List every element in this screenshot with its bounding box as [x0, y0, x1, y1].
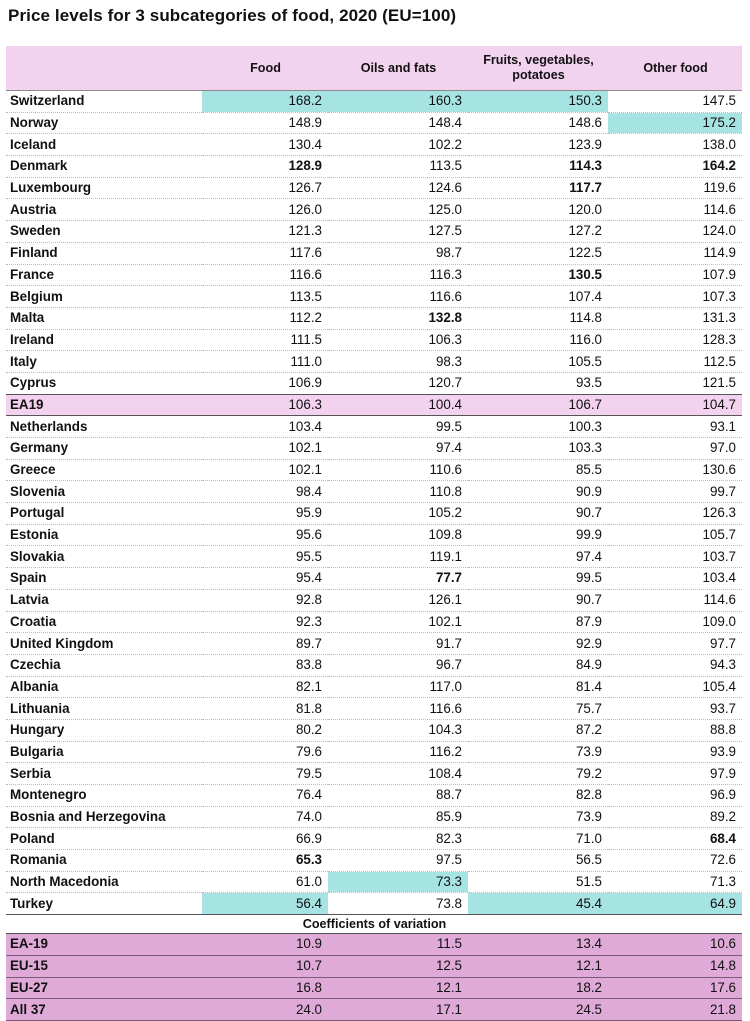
country-name: Sweden	[6, 221, 202, 243]
value-cell: 123.9	[468, 134, 608, 156]
cv-value-cell: 10.9	[202, 934, 328, 956]
value-cell: 92.8	[202, 589, 328, 611]
country-name: Finland	[6, 242, 202, 264]
value-cell: 45.4	[468, 893, 608, 915]
country-name: Turkey	[6, 893, 202, 915]
value-cell: 111.5	[202, 329, 328, 351]
value-cell: 97.4	[328, 438, 468, 460]
value-cell: 105.2	[328, 503, 468, 525]
value-cell: 94.3	[608, 654, 742, 676]
value-cell: 114.8	[468, 307, 608, 329]
table-row	[6, 199, 742, 221]
value-cell: 81.4	[468, 676, 608, 698]
value-cell: 72.6	[608, 850, 742, 872]
table-row	[6, 654, 742, 676]
table-row	[6, 785, 742, 807]
table-row	[6, 351, 742, 373]
value-cell: 110.6	[328, 459, 468, 481]
country-name: Ireland	[6, 329, 202, 351]
value-cell: 81.8	[202, 698, 328, 720]
value-cell: 98.4	[202, 481, 328, 503]
value-cell: 132.8	[328, 307, 468, 329]
value-cell: 148.4	[328, 112, 468, 134]
cv-value-cell: 14.8	[608, 955, 742, 977]
value-cell: 84.9	[468, 654, 608, 676]
value-cell: 105.4	[608, 676, 742, 698]
value-cell: 106.3	[202, 394, 328, 416]
table-row	[6, 719, 742, 741]
value-cell: 80.2	[202, 719, 328, 741]
cv-value-cell: 24.5	[468, 999, 608, 1021]
table-row	[6, 264, 742, 286]
ea19-row	[6, 394, 742, 416]
value-cell: 122.5	[468, 242, 608, 264]
value-cell: 114.9	[608, 242, 742, 264]
value-cell: 88.8	[608, 719, 742, 741]
value-cell: 109.8	[328, 524, 468, 546]
value-cell: 99.9	[468, 524, 608, 546]
value-cell: 107.3	[608, 286, 742, 308]
value-cell: 107.9	[608, 264, 742, 286]
value-cell: 107.4	[468, 286, 608, 308]
column-header-other-food: Other food	[608, 46, 742, 91]
value-cell: 93.7	[608, 698, 742, 720]
cv-value-cell: 18.2	[468, 977, 608, 999]
country-name: Poland	[6, 828, 202, 850]
table-row	[6, 438, 742, 460]
country-name: Latvia	[6, 589, 202, 611]
cv-value-cell: 24.0	[202, 999, 328, 1021]
value-cell: 104.3	[328, 719, 468, 741]
value-cell: 102.1	[202, 438, 328, 460]
value-cell: 108.4	[328, 763, 468, 785]
value-cell: 100.3	[468, 416, 608, 438]
value-cell: 114.6	[608, 589, 742, 611]
value-cell: 164.2	[608, 156, 742, 178]
value-cell: 148.6	[468, 112, 608, 134]
country-name: Slovakia	[6, 546, 202, 568]
table-row	[6, 481, 742, 503]
value-cell: 79.6	[202, 741, 328, 763]
country-name: Serbia	[6, 763, 202, 785]
value-cell: 124.0	[608, 221, 742, 243]
value-cell: 130.6	[608, 459, 742, 481]
price-level-table	[6, 46, 742, 1021]
country-name: Hungary	[6, 719, 202, 741]
table-row	[6, 112, 742, 134]
value-cell: 88.7	[328, 785, 468, 807]
table-row	[6, 134, 742, 156]
country-name: Romania	[6, 850, 202, 872]
table-row	[6, 589, 742, 611]
value-cell: 102.1	[202, 459, 328, 481]
value-cell: 92.9	[468, 633, 608, 655]
value-cell: 148.9	[202, 112, 328, 134]
value-cell: 160.3	[328, 91, 468, 113]
cv-value-cell: 17.6	[608, 977, 742, 999]
value-cell: 74.0	[202, 806, 328, 828]
value-cell: 111.0	[202, 351, 328, 373]
value-cell: 114.3	[468, 156, 608, 178]
table-row	[6, 893, 742, 915]
cv-row	[6, 999, 742, 1021]
country-name: Greece	[6, 459, 202, 481]
value-cell: 98.7	[328, 242, 468, 264]
table-row	[6, 503, 742, 525]
value-cell: 98.3	[328, 351, 468, 373]
header-row	[6, 46, 742, 91]
value-cell: 73.9	[468, 806, 608, 828]
value-cell: 97.0	[608, 438, 742, 460]
value-cell: 128.3	[608, 329, 742, 351]
cv-section-header	[6, 915, 742, 934]
value-cell: 121.3	[202, 221, 328, 243]
cv-group-name: All 37	[6, 999, 202, 1021]
value-cell: 113.5	[328, 156, 468, 178]
value-cell: 82.8	[468, 785, 608, 807]
value-cell: 104.7	[608, 394, 742, 416]
value-cell: 93.1	[608, 416, 742, 438]
value-cell: 61.0	[202, 871, 328, 893]
value-cell: 89.7	[202, 633, 328, 655]
value-cell: 112.2	[202, 307, 328, 329]
value-cell: 116.6	[328, 698, 468, 720]
cv-value-cell: 17.1	[328, 999, 468, 1021]
value-cell: 116.2	[328, 741, 468, 763]
value-cell: 103.7	[608, 546, 742, 568]
country-name: EA19	[6, 394, 202, 416]
table-row	[6, 156, 742, 178]
table-row	[6, 459, 742, 481]
value-cell: 127.5	[328, 221, 468, 243]
value-cell: 114.6	[608, 199, 742, 221]
value-cell: 102.2	[328, 134, 468, 156]
table-row	[6, 741, 742, 763]
country-name: Czechia	[6, 654, 202, 676]
value-cell: 119.6	[608, 177, 742, 199]
value-cell: 117.6	[202, 242, 328, 264]
value-cell: 99.5	[328, 416, 468, 438]
value-cell: 93.5	[468, 372, 608, 394]
cv-value-cell: 12.1	[328, 977, 468, 999]
country-name: Portugal	[6, 503, 202, 525]
value-cell: 138.0	[608, 134, 742, 156]
value-cell: 103.4	[202, 416, 328, 438]
country-name: Malta	[6, 307, 202, 329]
country-name: Cyprus	[6, 372, 202, 394]
value-cell: 90.7	[468, 589, 608, 611]
cv-value-cell: 10.6	[608, 934, 742, 956]
country-name: Belgium	[6, 286, 202, 308]
value-cell: 97.9	[608, 763, 742, 785]
value-cell: 95.9	[202, 503, 328, 525]
country-name: Denmark	[6, 156, 202, 178]
table-row	[6, 828, 742, 850]
country-name: Estonia	[6, 524, 202, 546]
value-cell: 97.5	[328, 850, 468, 872]
value-cell: 116.6	[328, 286, 468, 308]
country-name: Germany	[6, 438, 202, 460]
value-cell: 126.7	[202, 177, 328, 199]
table-row	[6, 329, 742, 351]
value-cell: 103.3	[468, 438, 608, 460]
value-cell: 103.4	[608, 568, 742, 590]
table-row	[6, 568, 742, 590]
table-row	[6, 611, 742, 633]
value-cell: 90.9	[468, 481, 608, 503]
value-cell: 126.3	[608, 503, 742, 525]
country-name: Netherlands	[6, 416, 202, 438]
value-cell: 65.3	[202, 850, 328, 872]
value-cell: 85.9	[328, 806, 468, 828]
value-cell: 89.2	[608, 806, 742, 828]
value-cell: 120.7	[328, 372, 468, 394]
value-cell: 96.9	[608, 785, 742, 807]
value-cell: 168.2	[202, 91, 328, 113]
value-cell: 87.9	[468, 611, 608, 633]
table-row	[6, 416, 742, 438]
table-row	[6, 372, 742, 394]
cv-row	[6, 934, 742, 956]
country-name: Norway	[6, 112, 202, 134]
table-row	[6, 676, 742, 698]
country-name: United Kingdom	[6, 633, 202, 655]
country-name: France	[6, 264, 202, 286]
value-cell: 76.4	[202, 785, 328, 807]
value-cell: 51.5	[468, 871, 608, 893]
value-cell: 105.5	[468, 351, 608, 373]
value-cell: 102.1	[328, 611, 468, 633]
country-name: Luxembourg	[6, 177, 202, 199]
value-cell: 95.5	[202, 546, 328, 568]
value-cell: 109.0	[608, 611, 742, 633]
cv-section-label: Coefficients of variation	[6, 915, 742, 934]
value-cell: 147.5	[608, 91, 742, 113]
value-cell: 125.0	[328, 199, 468, 221]
value-cell: 117.7	[468, 177, 608, 199]
value-cell: 121.5	[608, 372, 742, 394]
cv-value-cell: 11.5	[328, 934, 468, 956]
cv-group-name: EU-27	[6, 977, 202, 999]
value-cell: 116.3	[328, 264, 468, 286]
value-cell: 100.4	[328, 394, 468, 416]
table-row	[6, 546, 742, 568]
value-cell: 79.5	[202, 763, 328, 785]
value-cell: 128.9	[202, 156, 328, 178]
value-cell: 82.3	[328, 828, 468, 850]
value-cell: 106.7	[468, 394, 608, 416]
value-cell: 120.0	[468, 199, 608, 221]
table-row	[6, 286, 742, 308]
cv-group-name: EA-19	[6, 934, 202, 956]
value-cell: 130.4	[202, 134, 328, 156]
value-cell: 68.4	[608, 828, 742, 850]
cv-value-cell: 10.7	[202, 955, 328, 977]
column-header-food: Food	[202, 46, 328, 91]
country-name: Spain	[6, 568, 202, 590]
table-row	[6, 806, 742, 828]
country-name: Lithuania	[6, 698, 202, 720]
cv-group-name: EU-15	[6, 955, 202, 977]
value-cell: 71.3	[608, 871, 742, 893]
value-cell: 106.3	[328, 329, 468, 351]
table-row	[6, 524, 742, 546]
country-name: Croatia	[6, 611, 202, 633]
page-title: Price levels for 3 subcategories of food, 2020 (EU=100)	[8, 6, 457, 25]
value-cell: 97.4	[468, 546, 608, 568]
value-cell: 64.9	[608, 893, 742, 915]
country-name: Switzerland	[6, 91, 202, 113]
value-cell: 126.0	[202, 199, 328, 221]
table-row	[6, 242, 742, 264]
value-cell: 99.7	[608, 481, 742, 503]
table-row	[6, 763, 742, 785]
value-cell: 73.8	[328, 893, 468, 915]
value-cell: 92.3	[202, 611, 328, 633]
value-cell: 90.7	[468, 503, 608, 525]
value-cell: 56.5	[468, 850, 608, 872]
cv-value-cell: 13.4	[468, 934, 608, 956]
value-cell: 77.7	[328, 568, 468, 590]
cv-value-cell: 21.8	[608, 999, 742, 1021]
value-cell: 127.2	[468, 221, 608, 243]
column-header-oils-and-fats: Oils and fats	[328, 46, 468, 91]
cv-row	[6, 977, 742, 999]
value-cell: 175.2	[608, 112, 742, 134]
cv-value-cell: 12.5	[328, 955, 468, 977]
value-cell: 82.1	[202, 676, 328, 698]
value-cell: 79.2	[468, 763, 608, 785]
value-cell: 73.9	[468, 741, 608, 763]
country-name: North Macedonia	[6, 871, 202, 893]
value-cell: 73.3	[328, 871, 468, 893]
value-cell: 150.3	[468, 91, 608, 113]
value-cell: 97.7	[608, 633, 742, 655]
value-cell: 75.7	[468, 698, 608, 720]
value-cell: 99.5	[468, 568, 608, 590]
table-row	[6, 307, 742, 329]
table-body	[6, 91, 742, 1021]
value-cell: 116.0	[468, 329, 608, 351]
column-header-fruits-vegetables-potatoes: Fruits, vegetables, potatoes	[468, 46, 608, 91]
value-cell: 117.0	[328, 676, 468, 698]
value-cell: 113.5	[202, 286, 328, 308]
value-cell: 83.8	[202, 654, 328, 676]
table-row	[6, 91, 742, 113]
table-row	[6, 633, 742, 655]
value-cell: 119.1	[328, 546, 468, 568]
table-row	[6, 698, 742, 720]
value-cell: 85.5	[468, 459, 608, 481]
value-cell: 124.6	[328, 177, 468, 199]
cv-row	[6, 955, 742, 977]
header-blank-cell	[6, 46, 202, 91]
value-cell: 56.4	[202, 893, 328, 915]
value-cell: 131.3	[608, 307, 742, 329]
value-cell: 110.8	[328, 481, 468, 503]
value-cell: 95.4	[202, 568, 328, 590]
country-name: Iceland	[6, 134, 202, 156]
value-cell: 91.7	[328, 633, 468, 655]
value-cell: 105.7	[608, 524, 742, 546]
value-cell: 106.9	[202, 372, 328, 394]
cv-value-cell: 16.8	[202, 977, 328, 999]
country-name: Austria	[6, 199, 202, 221]
cv-value-cell: 12.1	[468, 955, 608, 977]
country-name: Albania	[6, 676, 202, 698]
table-row	[6, 221, 742, 243]
country-name: Italy	[6, 351, 202, 373]
country-name: Montenegro	[6, 785, 202, 807]
value-cell: 130.5	[468, 264, 608, 286]
country-name: Slovenia	[6, 481, 202, 503]
value-cell: 71.0	[468, 828, 608, 850]
value-cell: 66.9	[202, 828, 328, 850]
value-cell: 126.1	[328, 589, 468, 611]
value-cell: 96.7	[328, 654, 468, 676]
table-row	[6, 850, 742, 872]
value-cell: 112.5	[608, 351, 742, 373]
country-name: Bulgaria	[6, 741, 202, 763]
value-cell: 116.6	[202, 264, 328, 286]
value-cell: 93.9	[608, 741, 742, 763]
country-name: Bosnia and Herzegovina	[6, 806, 202, 828]
table-row	[6, 177, 742, 199]
table-row	[6, 871, 742, 893]
value-cell: 95.6	[202, 524, 328, 546]
value-cell: 87.2	[468, 719, 608, 741]
